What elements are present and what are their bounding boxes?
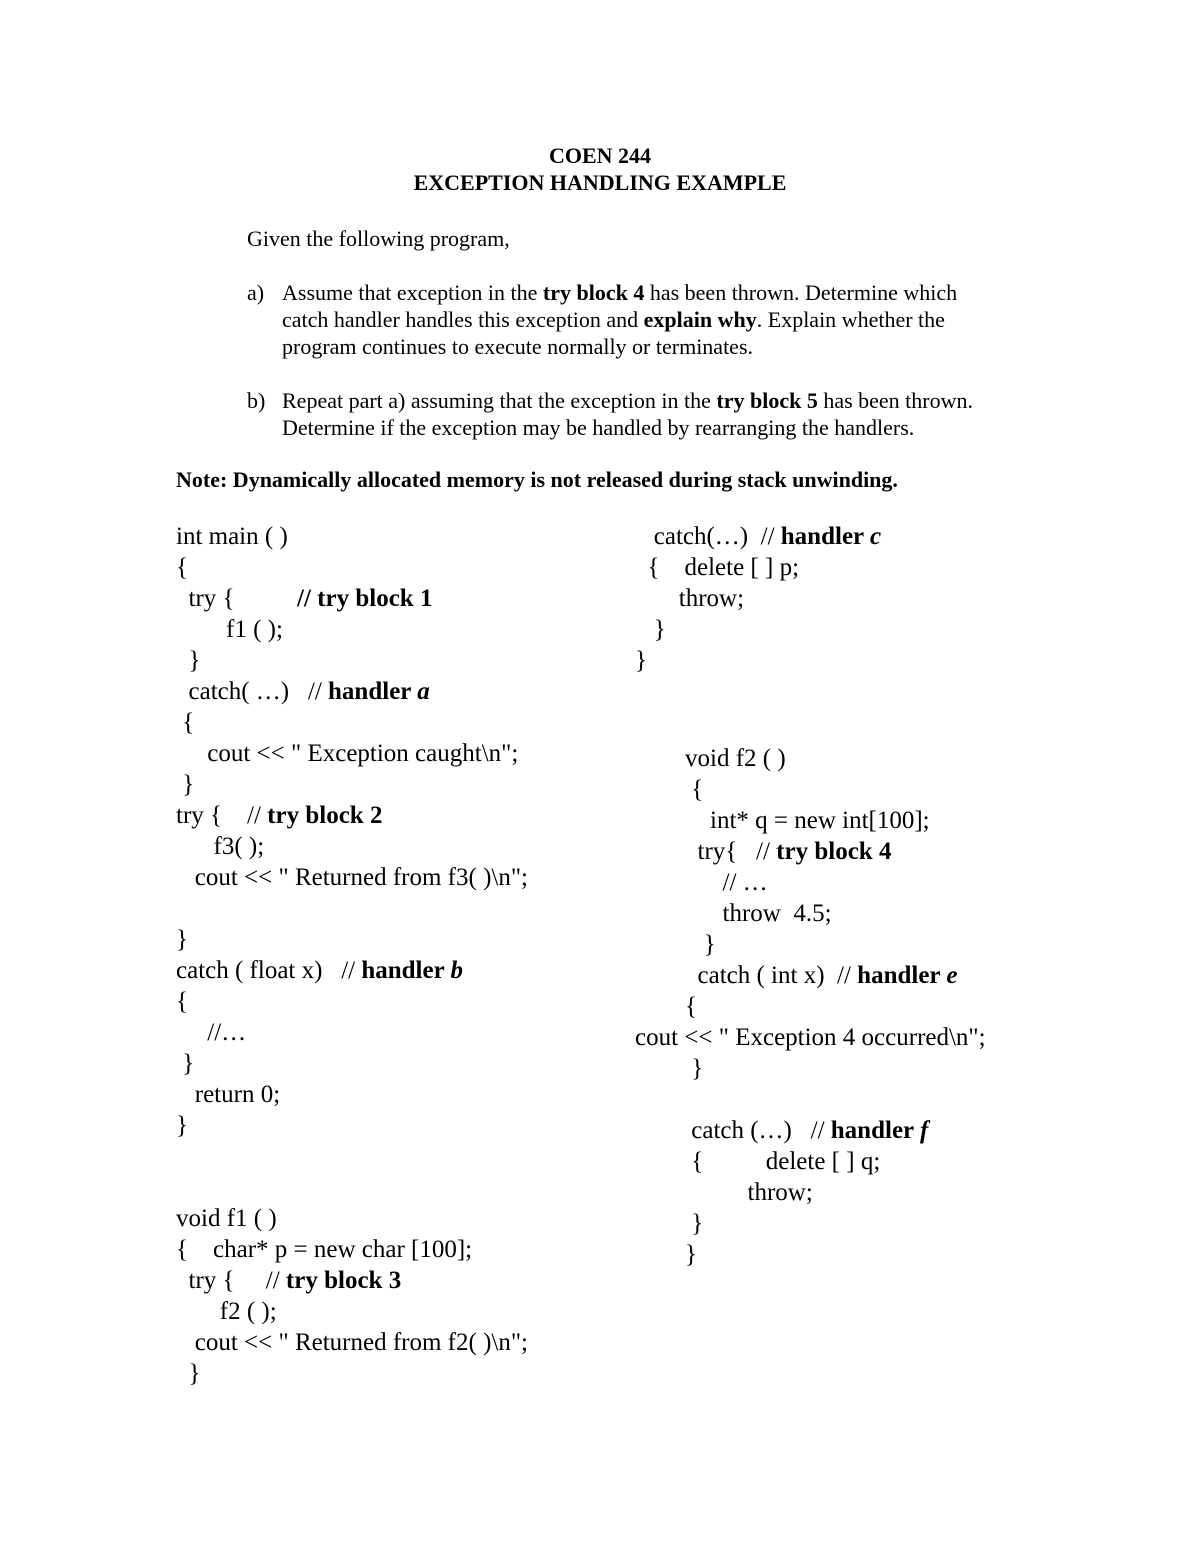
code-block-left (176, 521, 528, 1389)
question-text: catch handler handles this exception and (282, 307, 644, 332)
code-line (635, 1115, 986, 1146)
question-line (282, 279, 957, 306)
code-text: } (176, 647, 201, 674)
code-text: return 0; (176, 1081, 281, 1108)
code-text: catch ( float x) // (176, 957, 362, 984)
code-line (635, 898, 986, 929)
question-text: program continues to execute normally or terminates. (282, 334, 754, 359)
code-text: } (635, 931, 716, 958)
code-text: cout << " Exception caught\n"; (176, 740, 519, 767)
code-text: } (176, 771, 195, 798)
code-line (176, 924, 528, 955)
code-text: catch ( int x) // (635, 962, 858, 989)
code-line (635, 960, 986, 991)
code-text: { delete [ ] q; (635, 1148, 881, 1175)
code-text: catch (…) // (635, 1117, 831, 1144)
code-line (635, 521, 881, 552)
code-comment-bold: e (946, 962, 958, 989)
question-label: a) (247, 280, 265, 305)
code-line (176, 738, 528, 769)
intro-text: Given the following program, (247, 226, 510, 251)
code-comment-bold: handler (780, 523, 870, 550)
code-line (635, 1208, 986, 1239)
code-line (635, 1084, 986, 1115)
code-comment-bold: try block 4 (776, 838, 892, 865)
code-comment-bold: c (869, 523, 882, 550)
question-text: Assume that exception in the (282, 280, 543, 305)
code-line (176, 1203, 528, 1234)
code-line (176, 1079, 528, 1110)
code-line (176, 521, 528, 552)
code-text: { char* p = new char [100]; (176, 1236, 473, 1263)
code-line (176, 769, 528, 800)
code-line (176, 1017, 528, 1048)
note-text: Note: Dynamically allocated memory is not released during stack unwinding. (176, 467, 898, 492)
code-line (176, 1110, 528, 1141)
code-line (635, 1146, 986, 1177)
code-line (635, 867, 986, 898)
code-comment-bold: handler (328, 678, 418, 705)
code-text: } (176, 1112, 188, 1139)
question-emphasis: explain why (643, 307, 757, 332)
code-line (635, 1177, 986, 1208)
question-line (282, 333, 753, 360)
code-text: } (176, 926, 188, 953)
code-text: { (635, 776, 704, 803)
code-line (176, 1265, 528, 1296)
code-text: int main ( ) (176, 523, 288, 550)
code-line (176, 1296, 528, 1327)
code-text: } (635, 616, 666, 643)
code-line (176, 676, 528, 707)
code-text: try { // (176, 1267, 286, 1294)
code-text: throw 4.5; (635, 900, 832, 927)
code-line (635, 836, 986, 867)
code-line (176, 1358, 528, 1389)
code-text: catch( …) // (176, 678, 329, 705)
code-text: { (176, 554, 188, 581)
code-line (635, 774, 986, 805)
code-comment-bold: // try block 1 (297, 585, 433, 612)
code-comment-bold: try block 2 (267, 802, 383, 829)
code-line (176, 583, 528, 614)
code-line (176, 893, 528, 924)
code-text: throw; (635, 585, 745, 612)
question-text: Repeat part a) assuming that the exception in the (282, 388, 717, 413)
code-line (176, 862, 528, 893)
code-line (635, 805, 986, 836)
code-text: cout << " Exception 4 occurred\n"; (635, 1024, 986, 1051)
code-line (176, 552, 528, 583)
document-subtitle: EXCEPTION HANDLING EXAMPLE (413, 170, 787, 195)
code-line (635, 1239, 986, 1270)
code-comment-bold: handler (361, 957, 451, 984)
question-line (282, 306, 945, 333)
code-line (176, 831, 528, 862)
code-text: } (635, 1210, 704, 1237)
code-line (176, 955, 528, 986)
code-text: int* q = new int[100]; (635, 807, 930, 834)
code-comment-bold: try block 3 (285, 1267, 402, 1294)
course-title: COEN 244 (548, 143, 652, 168)
code-comment-bold: f (919, 1117, 929, 1144)
code-text: } (635, 647, 647, 674)
question-text: has been thrown. (817, 388, 974, 413)
question-label: b) (247, 388, 266, 413)
question-text: Determine if the exception may be handled by rearranging the handlers. (282, 415, 915, 440)
code-text: try { // (176, 802, 268, 829)
code-text: } (176, 1050, 195, 1077)
code-text: { delete [ ] p; (635, 554, 800, 581)
code-text: // … (635, 869, 768, 896)
code-text: } (176, 1360, 201, 1387)
code-text: f2 ( ); (176, 1298, 277, 1325)
code-line (635, 929, 986, 960)
code-text: catch(…) // (635, 523, 781, 550)
code-line (635, 743, 986, 774)
code-block-right-top (635, 521, 881, 676)
code-line (176, 986, 528, 1017)
question-line (282, 387, 973, 414)
code-line (635, 645, 881, 676)
code-comment-bold: b (450, 957, 463, 984)
code-line (176, 645, 528, 676)
code-text: void f2 ( ) (635, 745, 786, 772)
code-comment-bold: handler (830, 1117, 920, 1144)
code-line (635, 1053, 986, 1084)
question-emphasis: try block 5 (716, 388, 818, 413)
code-text: //… (176, 1019, 247, 1046)
code-line (176, 1048, 528, 1079)
code-text: { (176, 988, 188, 1015)
code-text: { (635, 993, 697, 1020)
question-emphasis: try block 4 (542, 280, 645, 305)
code-line (176, 707, 528, 738)
code-text: cout << " Returned from f3( )\n"; (176, 864, 529, 891)
question-text: has been thrown. Determine which (644, 280, 958, 305)
code-line (176, 1234, 528, 1265)
code-text: } (635, 1055, 704, 1082)
code-line (635, 583, 881, 614)
question-text: . Explain whether the (756, 307, 945, 332)
code-text: throw; (635, 1179, 813, 1206)
question-line (282, 414, 914, 441)
code-line (635, 991, 986, 1022)
code-block-right-bottom (635, 743, 986, 1270)
code-line (635, 614, 881, 645)
code-text: try { (176, 585, 298, 612)
code-line (176, 1141, 528, 1172)
code-text: } (635, 1241, 697, 1268)
code-line (176, 1172, 528, 1203)
code-text: try{ // (635, 838, 777, 865)
code-text: void f1 ( ) (176, 1205, 277, 1232)
code-text: f3( ); (176, 833, 265, 860)
code-comment-bold: a (417, 678, 430, 705)
code-line (176, 1327, 528, 1358)
code-text: { (176, 709, 195, 736)
code-line (635, 1022, 986, 1053)
code-line (176, 614, 528, 645)
code-comment-bold: handler (857, 962, 947, 989)
code-line (635, 552, 881, 583)
code-line (176, 800, 528, 831)
code-text: f1 ( ); (176, 616, 283, 643)
code-text: cout << " Returned from f2( )\n"; (176, 1329, 529, 1356)
